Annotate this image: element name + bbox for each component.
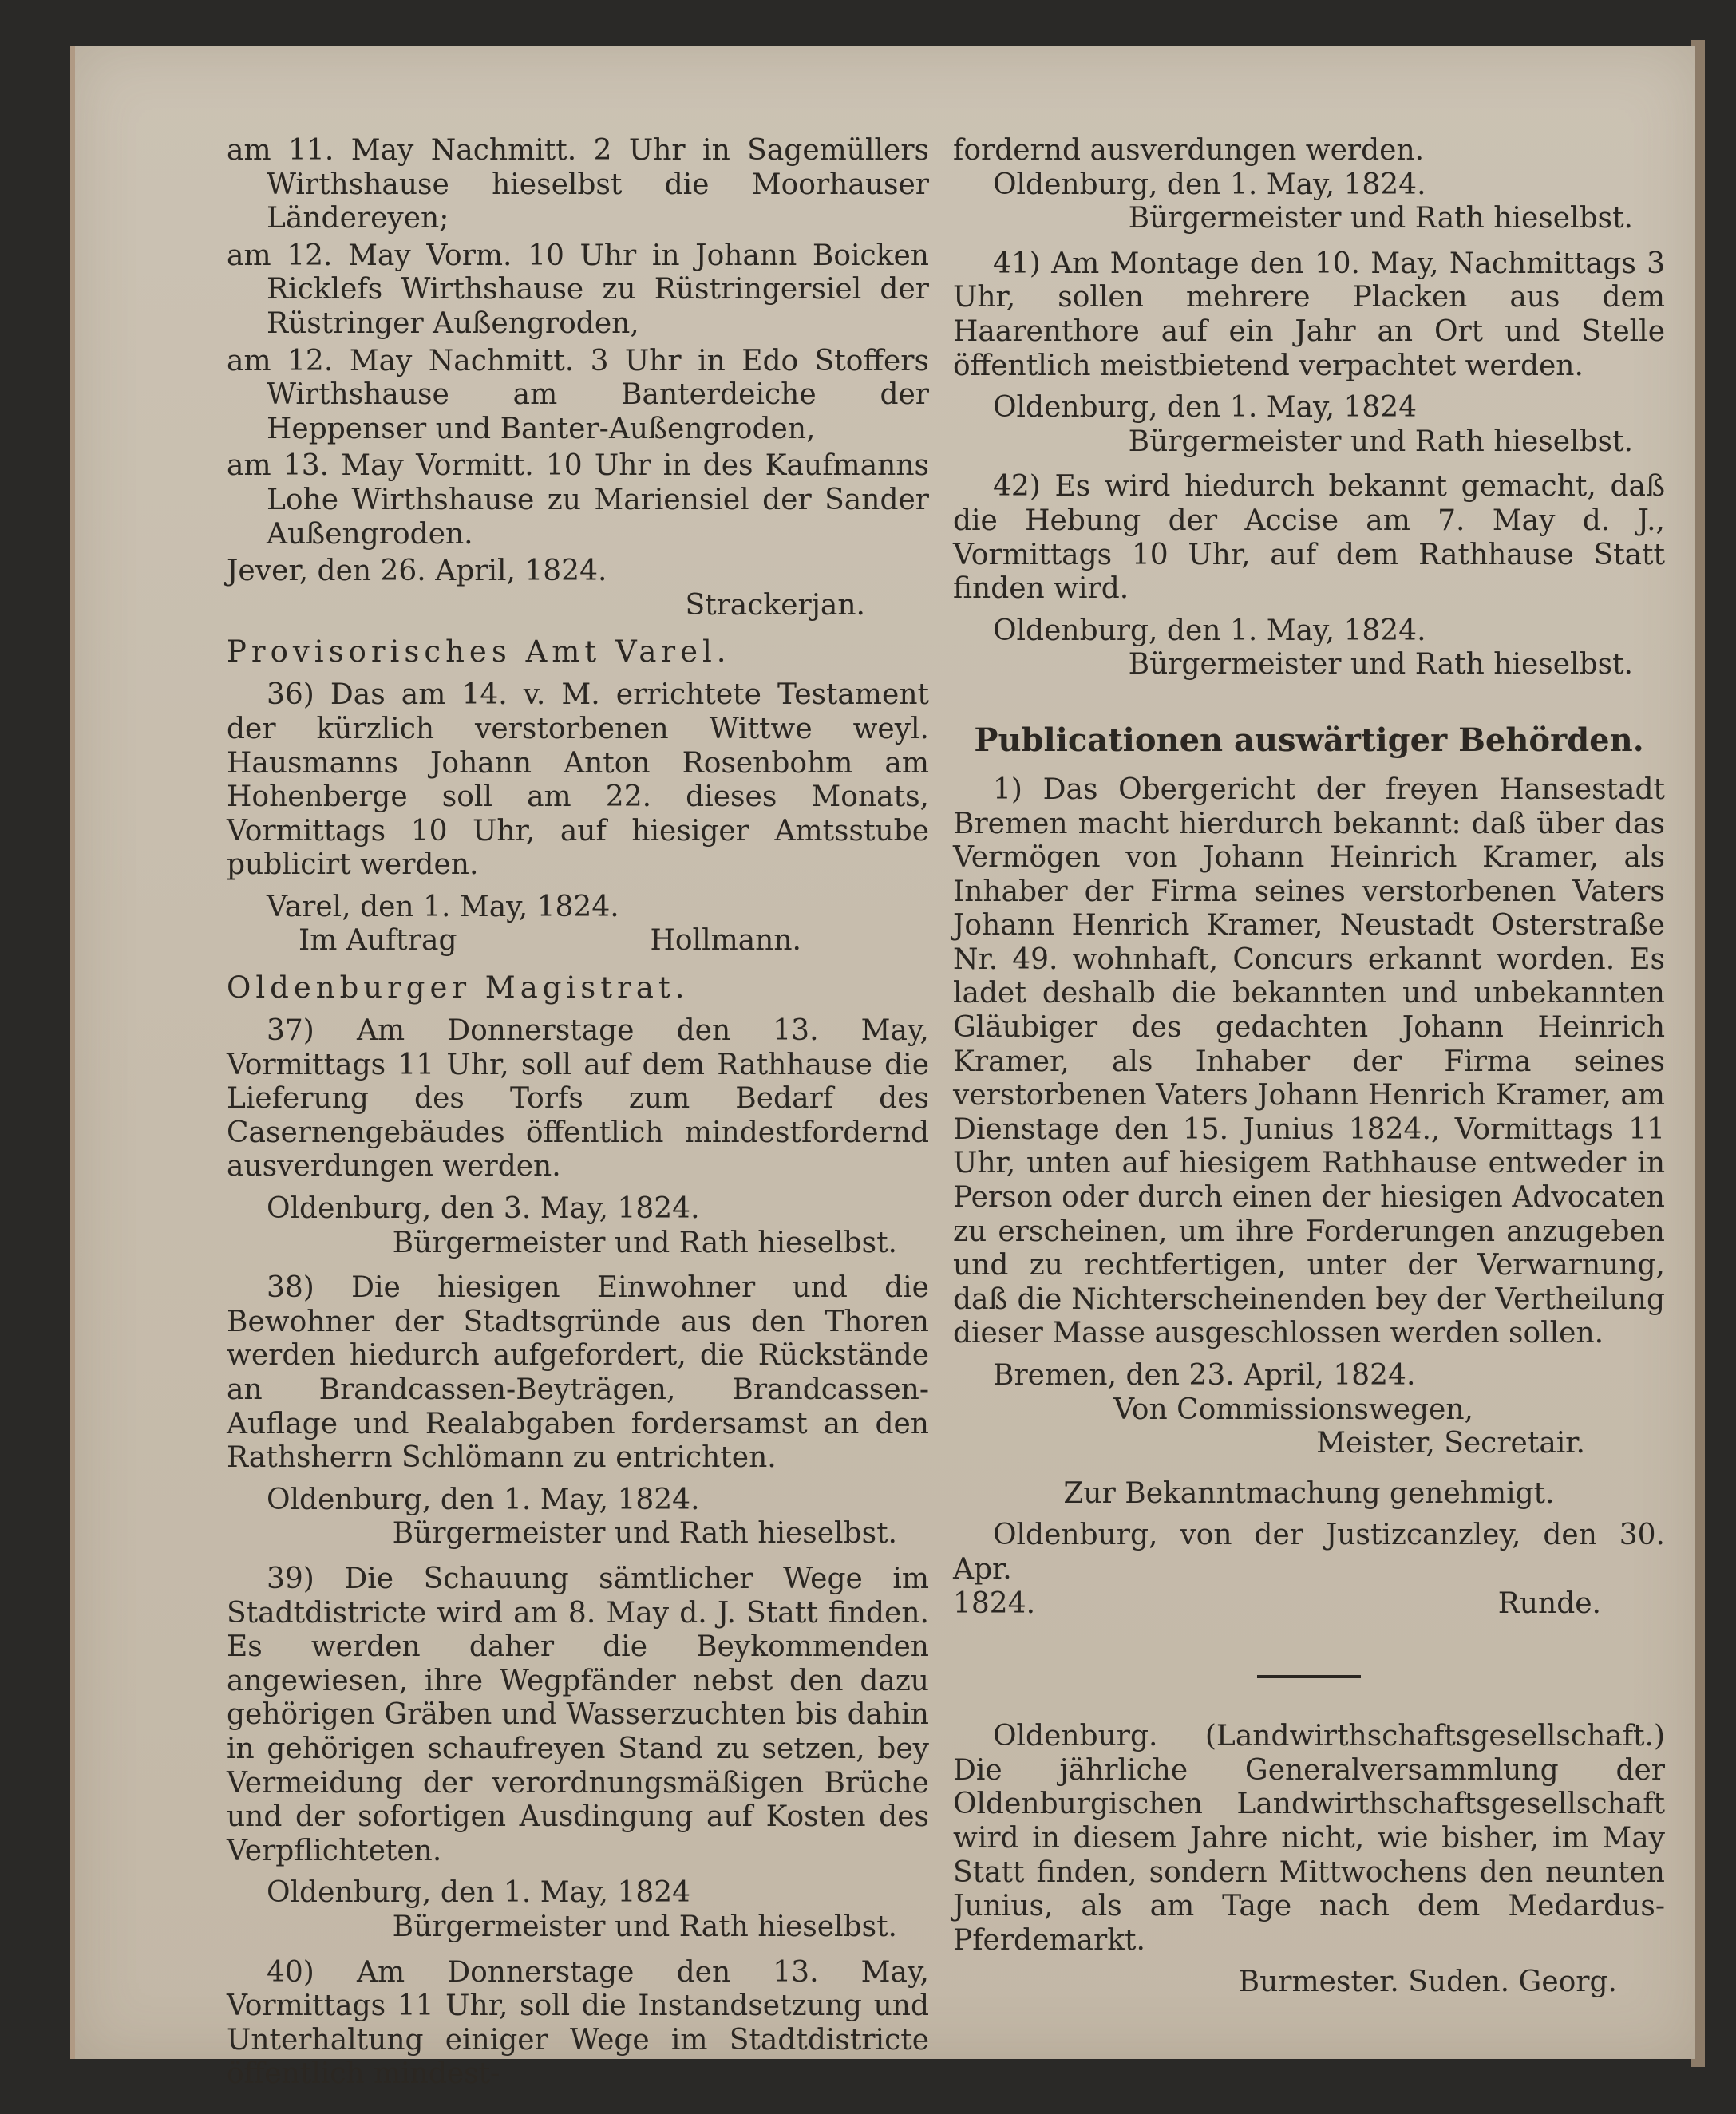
schedule-item: am 11. May Nachmitt. 2 Uhr in Sagemüllers Wirthshause hieselbst die Moorhauser Ländereyen; — [227, 134, 929, 235]
notice-36: 36) Das am 14. v. M. errichtete Testament der kürzlich verstorbenen Wittwe weyl. Hausmanns Johann Anton Rosenbohm am Hohenberge soll am 22. dieses Monats, Vormittags 10 Uhr, auf hiesiger Amtsstube publicirt werden. — [227, 678, 929, 882]
signature-left: Im Auftrag — [299, 924, 457, 958]
dateline: Oldenburg, den 3. May, 1824. — [267, 1192, 700, 1226]
section-divider — [1257, 1675, 1361, 1678]
dateline: Oldenburg, den 1. May, 1824. — [267, 1483, 700, 1516]
notice-40-continued: fordernd ausverdungen werden. — [953, 134, 1425, 167]
notice-37: 37) Am Donnerstage den 13. May, Vormittags 11 Uhr, soll auf dem Rathhause die Lieferung des Torfs zum Bedarf des Casernengebäudes öffentlich mindestfordernd ausverdungen werden. — [227, 1014, 929, 1183]
dateline: Oldenburg, den 1. May, 1824 — [993, 391, 1418, 425]
schedule-item: am 12. May Vorm. 10 Uhr in Johann Boicken Ricklefs Wirthshause zu Rüstringersiel der Rüstringer Außengroden, — [227, 239, 929, 340]
section-heading: Provisorisches Amt Varel. — [227, 634, 731, 670]
signature-right: Hollmann. — [650, 924, 801, 958]
signature: Bürgermeister und Rath hieselbst. — [1128, 425, 1633, 458]
dateline: Bremen, den 23. April, 1824. — [993, 1359, 1416, 1392]
schedule-item: am 13. May Vormitt. 10 Uhr in des Kaufmanns Lohe Wirthshause zu Mariensiel der Sander Außengroden. — [227, 449, 929, 551]
dateline: Varel, den 1. May, 1824. — [267, 890, 619, 923]
landwirthschaft-notice: Oldenburg. (Landwirthschaftsgesellschaft.) Die jährliche Generalversammlung der Oldenburgischen Landwirthschaftsgesellschaft wird in diesem Jahre nicht, wie bisher, im May Statt finden, sondern Mittwochens den neunten Junius, als am Tage nach dem Medardus-Pferdemarkt. — [953, 1720, 1665, 1957]
approval-signature: Runde. — [1497, 1586, 1601, 1620]
signature: Bürgermeister und Rath hieselbst. — [392, 1517, 897, 1551]
approval-line: Zur Bekanntmachung genehmigt. — [1063, 1476, 1555, 1510]
signature: Bürgermeister und Rath hieselbst. — [1128, 648, 1633, 682]
notice-41: 41) Am Montage den 10. May, Nachmittags 3 Uhr, sollen mehrere Placken aus dem Haarenthore auf ein Jahr an Ort und Stelle öffentlich meistbietend verpachtet werden. — [953, 247, 1665, 382]
section-heading: Publicationen auswärtiger Behörden. — [974, 721, 1644, 759]
publication-1: 1) Das Obergericht der freyen Hansestadt Bremen macht hierdurch bekannt: daß über das Vermögen von Johann Heinrich Kramer, als Inhaber der Firma seines verstorbenen Vaters Johann Henrich Kramer, Neustadt Osterstraße Nr. 49. wohnhaft, Concurs erkannt worden. Es ladet deshalb die bekannten und unbekannten Gläubiger des gedachten Johann Heinrich Kramer, als Inhaber der Firma seines verstorbenen Vaters Johann Henrich Kramer, am Dienstage den 15. Junius 1824., Vormittags 11 Uhr, unten auf hiesigem Rathhause entweder in Person oder durch einen der hiesigen Advocaten zu erscheinen, um ihre Forderungen anzugeben und zu rechtfertigen, unter der Verwarnung, daß die Nichterscheinenden bey der Vertheilung dieser Masse ausgeschlossen werden sollen. — [953, 772, 1665, 1350]
right-column — [953, 134, 1665, 2011]
signature: Strackerjan. — [685, 588, 865, 622]
dateline: Oldenburg, den 1. May, 1824. — [993, 168, 1426, 201]
document-page — [70, 46, 1695, 2091]
signature: Burmester. Suden. Georg. — [1238, 1966, 1617, 1999]
signature: Von Commissionswegen, — [1113, 1393, 1473, 1426]
signature-row — [227, 924, 929, 958]
notice-40: 40) Am Donnerstage den 13. May, Vormittags 11 Uhr, soll die Instandsetzung und Unterhaltung einiger Wege im Stadtdistricte öffentlich mindest- — [227, 1955, 929, 2091]
notice-42: 42) Es wird hiedurch bekannt gemacht, daß die Hebung der Accise am 7. May d. J., Vormittags 10 Uhr, auf dem Rathhause Statt finden wird. — [953, 470, 1665, 606]
approval-year: 1824. — [953, 1586, 1036, 1620]
dateline: Oldenburg, den 1. May, 1824. — [993, 614, 1426, 647]
dateline: Jever, den 26. April, 1824. — [227, 555, 607, 588]
approval-signature-row — [953, 1587, 1665, 1622]
notice-39: 39) Die Schauung sämtlicher Wege im Stadtdistricte wird am 8. May d. J. Statt finden. Es werden daher die Beykommenden angewiesen, ihre Wegpfänder nebst den dazu gehörigen Gräben und Wasserzuchten bis dahin in gehörigen schaufreyen Stand zu setzen, bey Vermeidung der verordnungsmäßigen Brüche und der sofortigen Ausdingung auf Kosten des Verpflichteten. — [227, 1562, 929, 1867]
section-heading: Oldenburger Magistrat. — [227, 970, 690, 1006]
signature: Bürgermeister und Rath hieselbst. — [1128, 202, 1633, 235]
signature: Bürgermeister und Rath hieselbst. — [392, 1226, 897, 1259]
notice-38: 38) Die hiesigen Einwohner und die Bewohner der Stadtsgründe aus den Thoren werden hiedurch aufgefordert, die Rückstände an Brandcassen-Beyträgen, Brandcassen-Auflage und Realabgaben fordersamst an den Rathsherrn Schlömann zu entrichten. — [227, 1271, 929, 1475]
dateline: Oldenburg, den 1. May, 1824 — [267, 1876, 691, 1910]
left-column — [227, 134, 929, 2100]
signature: Bürgermeister und Rath hieselbst. — [392, 1910, 897, 1943]
approval-date: Oldenburg, von der Justizcanzley, den 30. Apr. — [953, 1519, 1665, 1586]
schedule-item: am 12. May Nachmitt. 3 Uhr in Edo Stoffers Wirthshause am Banterdeiche der Heppenser und Banter-Außengroden, — [227, 344, 929, 445]
signature: Meister, Secretair. — [1316, 1427, 1585, 1460]
